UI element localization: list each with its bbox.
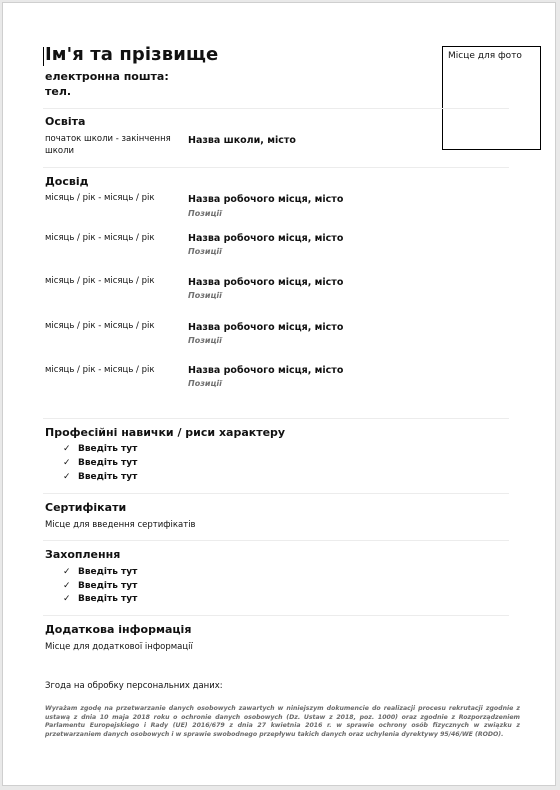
experience-dates[interactable]: місяць / рік - місяць / рік	[45, 276, 155, 286]
experience-workplace[interactable]: Назва робочого місця, місто	[188, 322, 344, 333]
document-page	[2, 2, 556, 786]
divider	[43, 493, 509, 494]
school-name[interactable]: Назва школи, місто	[188, 135, 296, 146]
divider	[43, 167, 509, 168]
experience-dates[interactable]: місяць / рік - місяць / рік	[45, 321, 155, 331]
checkmark-icon: ✓	[63, 458, 71, 468]
list-item[interactable]: ✓ Введіть тут	[63, 567, 138, 577]
text-cursor	[43, 47, 44, 66]
checkmark-icon: ✓	[63, 581, 71, 591]
experience-position[interactable]: Позиції	[188, 247, 222, 256]
experience-workplace[interactable]: Назва робочого місця, місто	[188, 365, 344, 376]
education-dates-line2: школи	[45, 146, 75, 156]
hobbies-title[interactable]: Захоплення	[45, 548, 121, 561]
certificates-title[interactable]: Сертифікати	[45, 501, 127, 514]
experience-dates[interactable]: місяць / рік - місяць / рік	[45, 365, 155, 375]
experience-title[interactable]: Досвід	[45, 175, 89, 188]
list-item[interactable]: ✓ Введіть тут	[63, 594, 138, 604]
phone-label[interactable]: тел.	[45, 85, 72, 98]
full-name-heading[interactable]: Ім'я та прізвище	[45, 44, 219, 65]
experience-position[interactable]: Позиції	[188, 336, 222, 345]
consent-text[interactable]: Wyrażam zgodę na przetwarzanie danych osobowych zawartych w niniejszym dokumencie do realizacji procesu rekrutacji zgodnie z ustawą z dnia 10 maja 2018 roku o ochronie danych osobowych (Dz. Ustaw z 2018, poz. 1000) oraz zgodnie z Rozporządzeniem Parlamentu Europejskiego i Rady (UE) 2016/679 z dnia 27 kwietnia 2016 r. w sprawie ochrony osób fizycznych w związku z przetwarzaniem danych osobowych i w sprawie swobodnego przepływu takich danych oraz uchylenia dyrektywy 95/46/WE (RODO).	[45, 705, 520, 738]
divider	[43, 615, 509, 616]
list-item[interactable]: ✓ Введіть тут	[63, 472, 138, 482]
experience-position[interactable]: Позиції	[188, 209, 222, 218]
divider	[43, 418, 509, 419]
additional-info-placeholder[interactable]: Місце для додаткової інформації	[45, 642, 193, 652]
experience-workplace[interactable]: Назва робочого місця, місто	[188, 194, 344, 205]
checkmark-icon: ✓	[63, 567, 71, 577]
experience-workplace[interactable]: Назва робочого місця, місто	[188, 277, 344, 288]
experience-dates[interactable]: місяць / рік - місяць / рік	[45, 193, 155, 203]
divider	[43, 108, 509, 109]
experience-position[interactable]: Позиції	[188, 379, 222, 388]
list-item[interactable]: ✓ Введіть тут	[63, 581, 138, 591]
education-dates-line1: початок школи - закінчення	[45, 134, 171, 144]
checkmark-icon: ✓	[63, 444, 71, 454]
certificates-placeholder[interactable]: Місце для введення сертифікатів	[45, 520, 196, 530]
skills-title[interactable]: Професійні навички / риси характеру	[45, 426, 286, 439]
photo-placeholder-box[interactable]	[442, 46, 541, 150]
checkmark-icon: ✓	[63, 472, 71, 482]
checkmark-icon: ✓	[63, 594, 71, 604]
list-item[interactable]: ✓ Введіть тут	[63, 444, 138, 454]
experience-position[interactable]: Позиції	[188, 291, 222, 300]
education-title[interactable]: Освіта	[45, 115, 86, 128]
email-label[interactable]: електронна пошта:	[45, 70, 169, 83]
divider	[43, 540, 509, 541]
additional-info-title[interactable]: Додаткова інформація	[45, 623, 192, 636]
experience-dates[interactable]: місяць / рік - місяць / рік	[45, 233, 155, 243]
education-dates[interactable]	[45, 133, 171, 157]
list-item[interactable]: ✓ Введіть тут	[63, 458, 138, 468]
experience-workplace[interactable]: Назва робочого місця, місто	[188, 233, 344, 244]
photo-placeholder-text: Місце для фото	[448, 51, 522, 61]
consent-label[interactable]: Згода на обробку персональних даних:	[45, 681, 223, 691]
